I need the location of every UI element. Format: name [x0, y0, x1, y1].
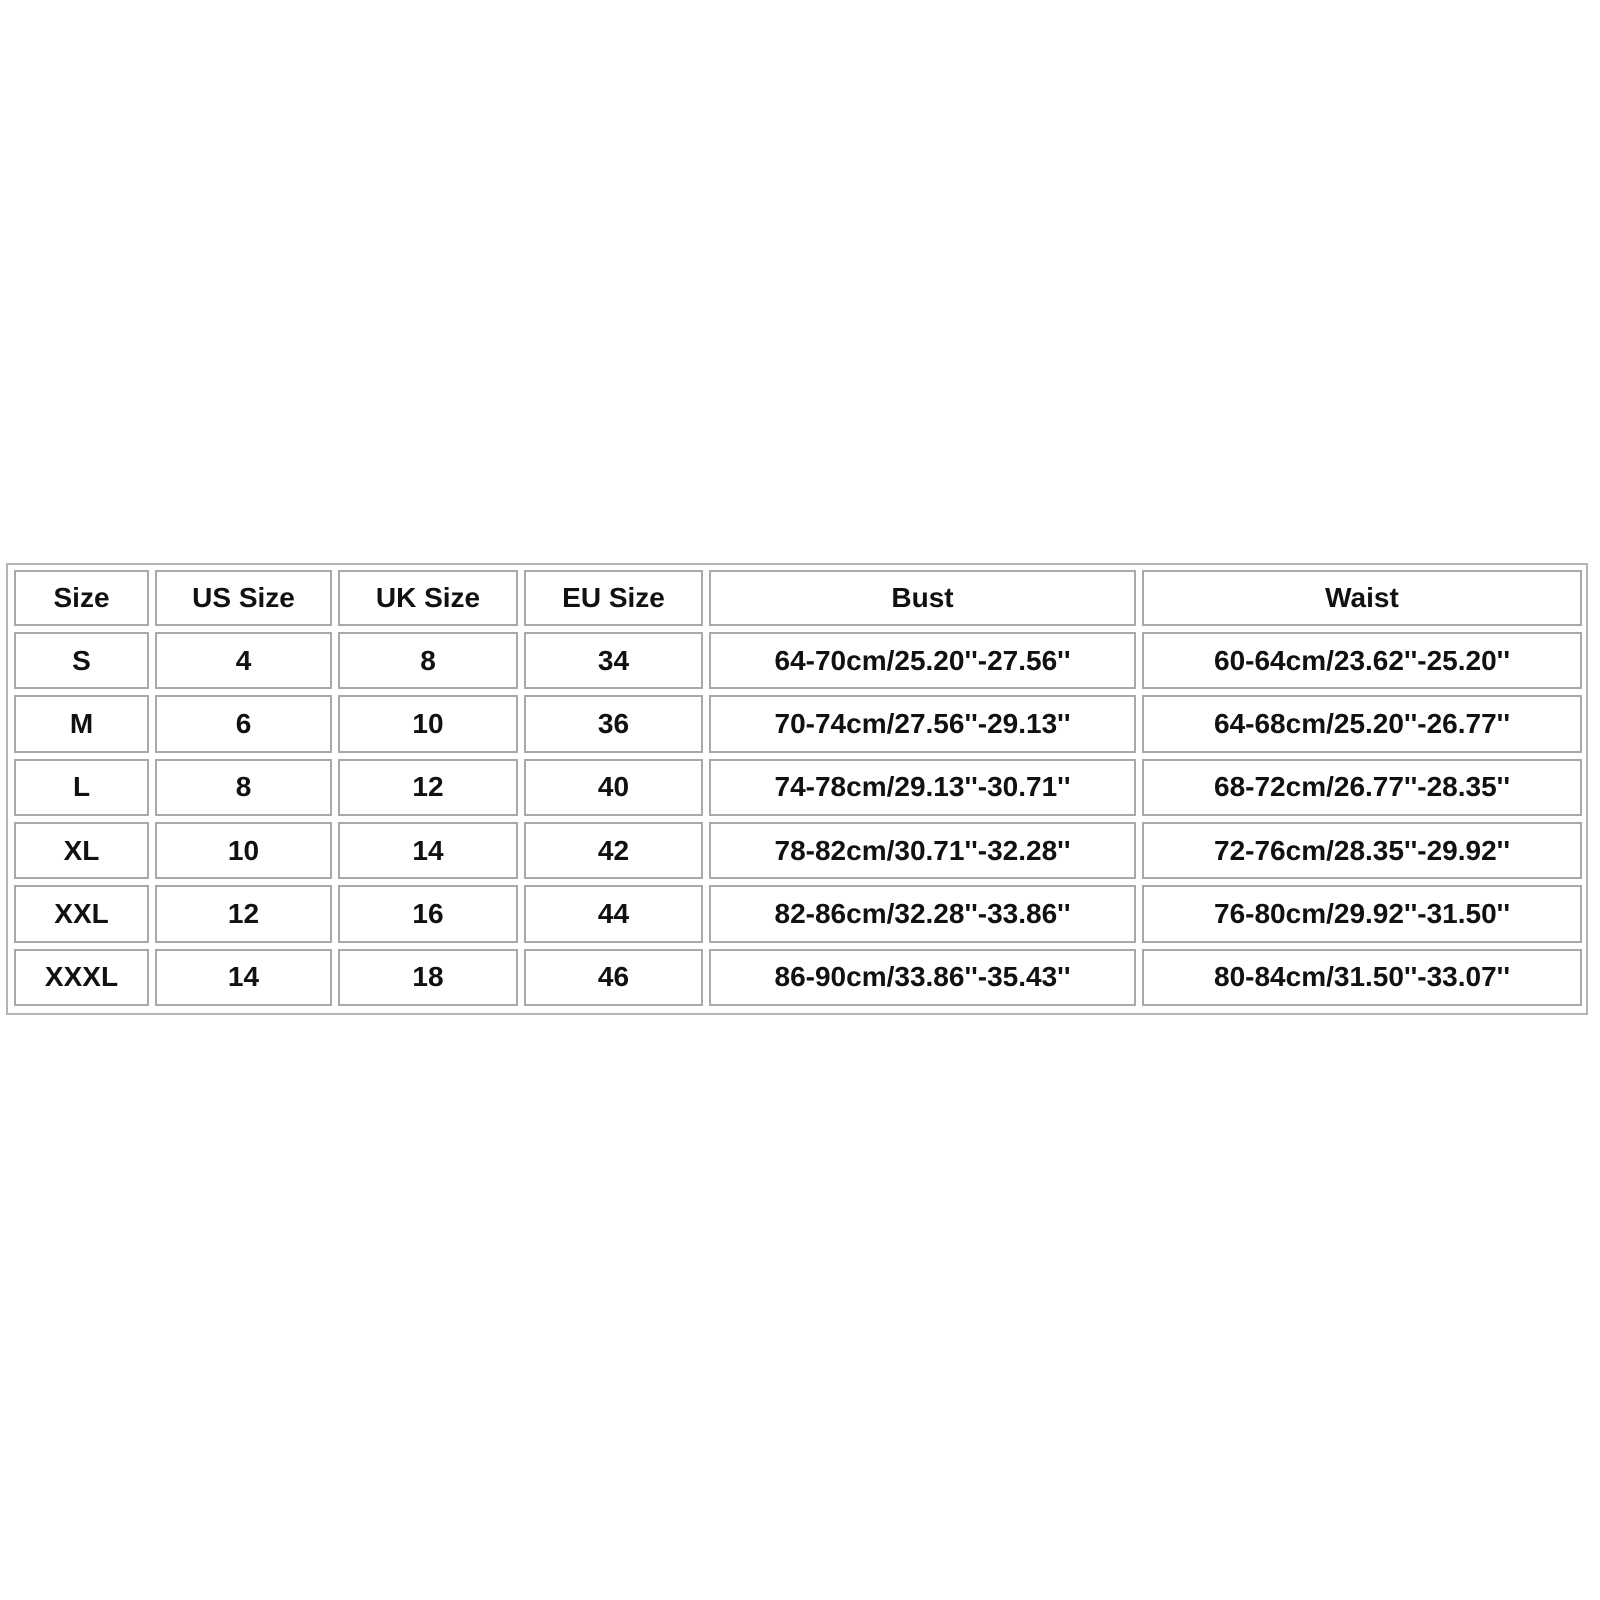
header-waist: Waist	[1142, 570, 1582, 626]
cell-waist: 76-80cm/29.92''-31.50''	[1142, 885, 1582, 942]
header-row	[14, 570, 1582, 626]
cell-uk-size: 12	[338, 759, 518, 816]
cell-eu-size: 42	[524, 822, 703, 879]
size-chart-container	[6, 563, 1588, 1015]
cell-uk-size: 16	[338, 885, 518, 942]
cell-waist: 68-72cm/26.77''-28.35''	[1142, 759, 1582, 816]
cell-waist: 60-64cm/23.62''-25.20''	[1142, 632, 1582, 689]
cell-size: L	[14, 759, 149, 816]
cell-us-size: 6	[155, 695, 332, 752]
cell-eu-size: 40	[524, 759, 703, 816]
table-row	[14, 822, 1582, 879]
cell-waist: 64-68cm/25.20''-26.77''	[1142, 695, 1582, 752]
table-row	[14, 759, 1582, 816]
cell-waist: 72-76cm/28.35''-29.92''	[1142, 822, 1582, 879]
cell-bust: 70-74cm/27.56''-29.13''	[709, 695, 1136, 752]
cell-bust: 74-78cm/29.13''-30.71''	[709, 759, 1136, 816]
cell-size: XL	[14, 822, 149, 879]
cell-eu-size: 46	[524, 949, 703, 1006]
table-row	[14, 695, 1582, 752]
cell-size: S	[14, 632, 149, 689]
cell-uk-size: 18	[338, 949, 518, 1006]
cell-uk-size: 10	[338, 695, 518, 752]
cell-waist: 80-84cm/31.50''-33.07''	[1142, 949, 1582, 1006]
table-row	[14, 949, 1582, 1006]
cell-bust: 82-86cm/32.28''-33.86''	[709, 885, 1136, 942]
cell-size: XXXL	[14, 949, 149, 1006]
size-chart-table	[8, 564, 1588, 1012]
cell-us-size: 10	[155, 822, 332, 879]
cell-us-size: 14	[155, 949, 332, 1006]
cell-eu-size: 44	[524, 885, 703, 942]
cell-eu-size: 36	[524, 695, 703, 752]
header-eu-size: EU Size	[524, 570, 703, 626]
header-uk-size: UK Size	[338, 570, 518, 626]
cell-size: M	[14, 695, 149, 752]
cell-uk-size: 14	[338, 822, 518, 879]
cell-bust: 64-70cm/25.20''-27.56''	[709, 632, 1136, 689]
cell-us-size: 8	[155, 759, 332, 816]
cell-size: XXL	[14, 885, 149, 942]
cell-us-size: 4	[155, 632, 332, 689]
header-bust: Bust	[709, 570, 1136, 626]
table-row	[14, 632, 1582, 689]
cell-eu-size: 34	[524, 632, 703, 689]
cell-bust: 86-90cm/33.86''-35.43''	[709, 949, 1136, 1006]
cell-us-size: 12	[155, 885, 332, 942]
cell-uk-size: 8	[338, 632, 518, 689]
cell-bust: 78-82cm/30.71''-32.28''	[709, 822, 1136, 879]
table-row	[14, 885, 1582, 942]
header-size: Size	[14, 570, 149, 626]
header-us-size: US Size	[155, 570, 332, 626]
